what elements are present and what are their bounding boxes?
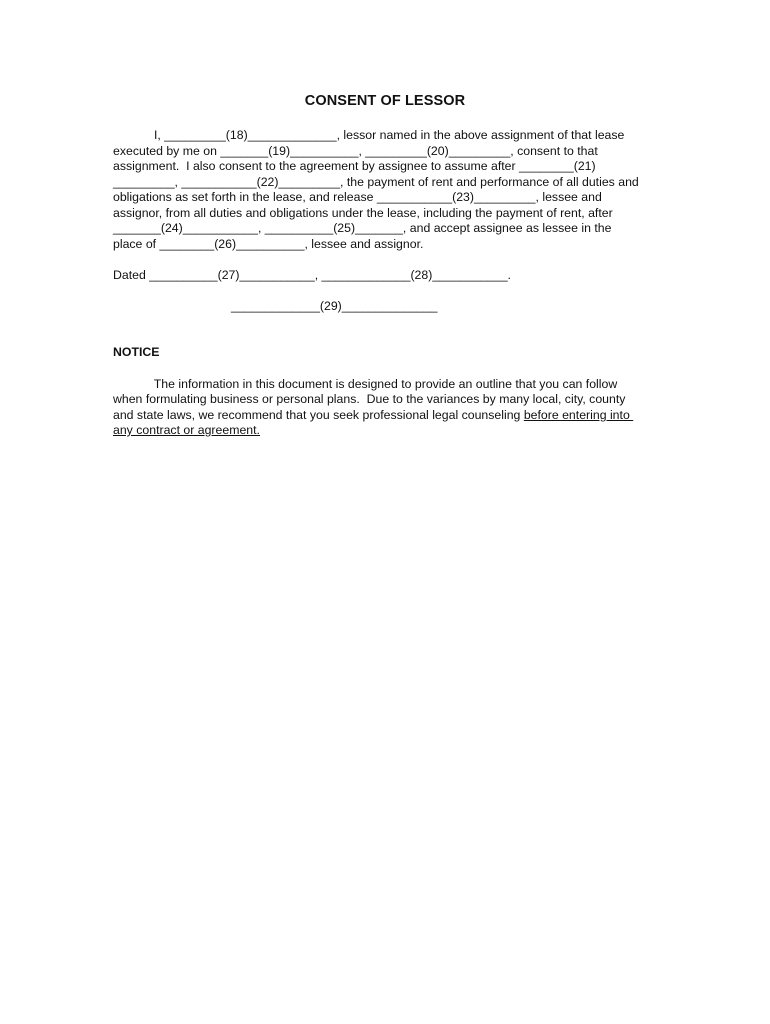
document-title: CONSENT OF LESSOR bbox=[304, 93, 466, 109]
signature-line: _____________(29)______________ bbox=[231, 299, 438, 313]
notice-line-2: when formulating business or personal plans. Due to the variances by many local, city, county bbox=[113, 392, 626, 406]
body-line-6: assignor, from all duties and obligations under the lease, including the payment of rent, after bbox=[113, 206, 613, 220]
notice-line-3-text: and state laws, we recommend that you seek professional legal counseling bbox=[113, 408, 524, 422]
notice-line-1: The information in this document is designed to provide an outline that you can follow bbox=[113, 377, 618, 391]
notice-line-4: any contract or agreement. bbox=[113, 423, 260, 437]
notice-line-3 bbox=[113, 407, 633, 423]
body-line-1: I, _________(18)_____________, lessor named in the above assignment of that lease bbox=[113, 128, 625, 142]
body-line-5: obligations as set forth in the lease, and release ___________(23)_________, lessee and bbox=[113, 190, 602, 204]
notice-underlined-text-1: before entering into bbox=[523, 408, 634, 422]
body-line-8: place of ________(26)__________, lessee and assignor. bbox=[113, 237, 424, 251]
body-line-2: executed by me on _______(19)__________, _________(20)_________, consent to that bbox=[113, 144, 598, 158]
body-line-4: _________, ___________(22)_________, the payment of rent and performance of all duties and bbox=[113, 175, 639, 189]
body-line-7: _______(24)___________, __________(25)_______, and accept assignee as lessee in the bbox=[113, 221, 612, 235]
dated-line: Dated __________(27)___________, _____________(28)___________. bbox=[113, 268, 511, 282]
body-line-3: assignment. I also consent to the agreement by assignee to assume after ________(21) bbox=[113, 159, 596, 173]
notice-heading: NOTICE bbox=[113, 345, 160, 359]
